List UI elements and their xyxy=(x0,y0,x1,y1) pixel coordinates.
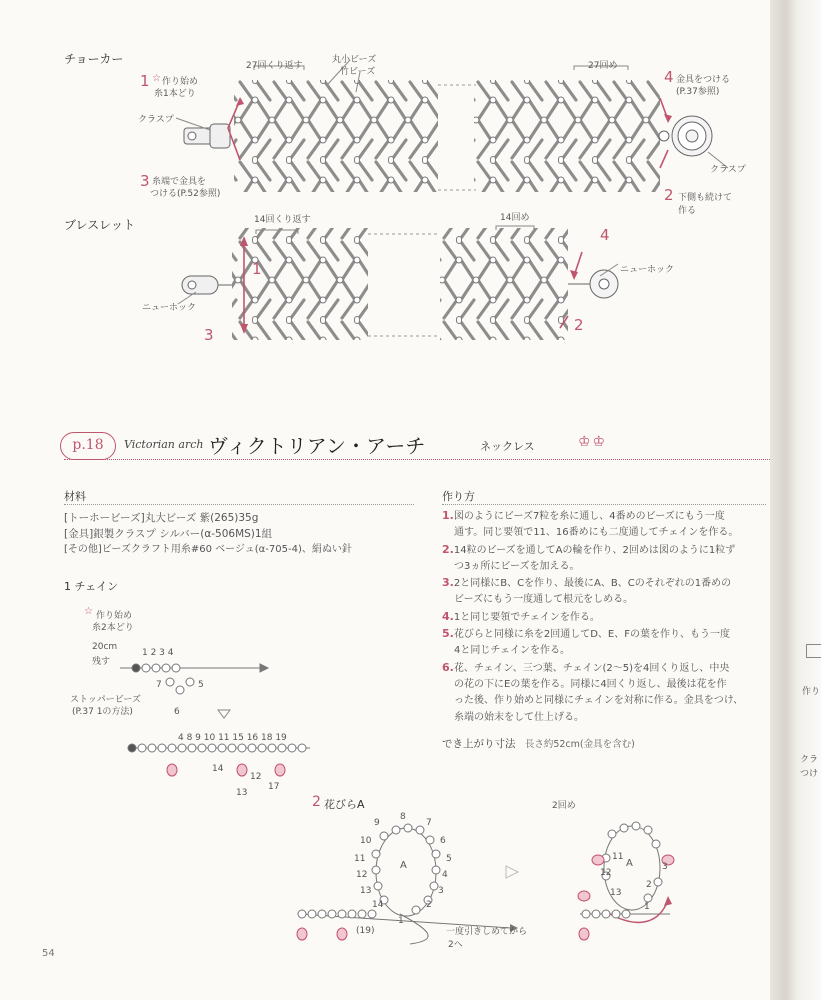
petal-num: 3 xyxy=(438,886,444,896)
petal-num: 9 xyxy=(374,818,380,828)
step-number: 1. xyxy=(442,509,454,522)
chain-leave-a: 20cm xyxy=(92,642,118,652)
choker-step4-text-a: 金具をつける xyxy=(676,75,731,85)
chain-n14: 14 xyxy=(212,764,224,774)
step-text: 4と同じチェインを作る。 xyxy=(454,645,571,657)
petal-num: 13 xyxy=(360,886,372,896)
choker-step4-num: 4 xyxy=(664,68,674,86)
materials-line: [金具]銀製クラスプ シルバー(α-506MS)1組 xyxy=(64,528,273,540)
petal-pull-a: 一度引きしめてから xyxy=(446,927,528,937)
petal-num: 2 xyxy=(426,900,432,910)
title-ja: ヴィクトリアン・アーチ xyxy=(208,434,426,458)
petal-r3: 3 xyxy=(662,862,668,872)
choker-bead-bugle-label: 竹ビーズ xyxy=(340,67,376,77)
edge-text-a: 作り xyxy=(802,687,821,697)
choker-clasp-left-icon xyxy=(184,124,230,148)
materials-line: [その他]ビーズクラフト用糸#60 ベージュ(α-705-4)、絹ぬい針 xyxy=(64,544,352,555)
petal-r2: 2 xyxy=(646,880,652,890)
petal-r13: 13 xyxy=(610,888,622,898)
choker-step3-num: 3 xyxy=(140,172,150,190)
header-divider xyxy=(64,459,770,460)
petal-num: 14 xyxy=(372,900,384,910)
choker-step2-text-a: 下側も続けて xyxy=(678,193,733,203)
choker-title: チョーカー xyxy=(64,52,124,66)
petal-num: 1 xyxy=(398,916,404,926)
materials-divider xyxy=(64,504,414,505)
petal-num: 11 xyxy=(354,854,366,864)
bracelet-label-2: 2 xyxy=(574,316,584,334)
bracelet-label-3: 3 xyxy=(204,326,214,344)
choker-step1-text-b: 糸1本どり xyxy=(154,89,196,99)
page-spine xyxy=(770,0,821,1000)
step-text: つ3ヵ所にビーズを加える。 xyxy=(454,560,580,572)
chain-stopper-b: (P.37 1の方法) xyxy=(72,707,133,717)
choker-step2-num: 2 xyxy=(664,186,674,204)
choker-step4-text-b: (P.37参照) xyxy=(676,87,720,97)
bracelet-hook-right-label: ニューホック xyxy=(620,265,675,275)
step-text: 14粒のビーズを通してAの輪を作り、2回めは図のように1粒ず xyxy=(453,544,736,556)
instructions-heading: 作り方 xyxy=(442,490,475,503)
choker-clasp-left-label: クラスプ xyxy=(138,115,174,125)
choker-step1-text-a: 作り始め xyxy=(162,77,199,87)
petal-second-label: 2回め xyxy=(552,801,576,811)
chain-n7: 7 xyxy=(156,680,162,690)
bracelet-lattice-right xyxy=(440,228,568,340)
bracelet-label-1: 1 xyxy=(252,260,262,278)
petal-diagram xyxy=(280,810,680,960)
petal-r1: 1 xyxy=(644,902,650,912)
step-number: 2. xyxy=(442,542,454,556)
step-text: 1と同じ要領でチェインを作る。 xyxy=(453,611,600,623)
star-icon: ☆ xyxy=(152,73,161,84)
choker-clasp-right-label: クラスプ xyxy=(710,165,746,175)
bracelet-lattice-left xyxy=(232,228,368,340)
step-text: 通す。同じ要領で11、16番めにも二度通してチェインを作る。 xyxy=(454,527,739,539)
step-text: 花、チェイン、三つ葉、チェイン(2～5)を4回くり返し、中央 xyxy=(453,662,730,674)
materials-heading: 材料 xyxy=(64,490,86,503)
petal-n19: (19) xyxy=(356,926,375,936)
step-number: 4. xyxy=(442,609,454,623)
bracelet-hook-left-label: ニューホック xyxy=(142,303,197,313)
choker-step1-num: 1 xyxy=(140,72,150,90)
edge-clasp-icon xyxy=(806,644,821,658)
step-text: 2と同様にB、Cを作り、最後にA、B、Cのそれぞれの1番めの xyxy=(453,578,732,590)
petal-num: 6 xyxy=(440,836,446,846)
finish-size xyxy=(442,736,635,751)
edge-text-b: クラ xyxy=(800,755,819,765)
choker-clasp-right-icon xyxy=(659,116,712,156)
petal-pull-b: 2へ xyxy=(448,940,463,950)
choker-bead-round-label: 丸小ビーズ xyxy=(332,55,377,65)
petal-num: 5 xyxy=(446,854,452,864)
chain-stopper-a: ストッパービーズ xyxy=(70,695,141,705)
step-number: 3. xyxy=(442,576,454,590)
page-ref-badge xyxy=(60,432,116,460)
bracelet-label-4: 4 xyxy=(600,226,610,244)
chain-nums-top-2: 4 8 9 10 11 15 16 18 19 xyxy=(178,733,287,743)
chain-n12: 12 xyxy=(250,772,262,782)
petal-num: 4 xyxy=(442,870,448,880)
choker-diagram xyxy=(0,0,770,360)
step-number: 5. xyxy=(442,627,454,641)
step-text: 花びらと同様に糸を2回通してD、E、Fの葉を作り、もう一度 xyxy=(453,629,730,641)
choker-step3-text-a: 糸端で金具を xyxy=(152,177,207,187)
petal-heading-num: 2 xyxy=(312,794,321,810)
choker-repeat-label: 27回くり返す xyxy=(246,61,303,71)
instructions-divider xyxy=(442,504,766,505)
petal-num: 10 xyxy=(360,836,372,846)
step-text: った後、作り始めと同様にチェインを対称に作る。金具をつけ、 xyxy=(454,695,744,707)
step-text: 図のようにビーズ7粒を糸に通し、4番めのビーズにもう一度 xyxy=(453,511,725,522)
finish-value: 長さ約52cm(金具を含む) xyxy=(524,739,635,750)
chain-n17: 17 xyxy=(268,782,280,792)
subtitle: ネックレス xyxy=(480,440,535,453)
page-number: 54 xyxy=(42,948,55,959)
chain-diagram xyxy=(60,630,360,810)
petal-r12: 12 xyxy=(600,868,612,878)
crown-icon: ♔♔ xyxy=(578,434,608,450)
choker-lattice-right xyxy=(474,80,660,192)
instruction-step xyxy=(442,508,743,726)
title-en: Victorian arch xyxy=(124,438,204,451)
chain-n5: 5 xyxy=(198,680,204,690)
chain-start-a: 作り始め xyxy=(96,611,133,621)
bracelet-hook-left-icon xyxy=(182,276,232,294)
choker-lattice-left xyxy=(234,80,438,192)
step-text: の花の下にEの葉を作る。同様に4回くり返し、最後は花を作 xyxy=(454,678,727,690)
chain-n6: 6 xyxy=(174,707,180,717)
page-ref: p.18 xyxy=(72,437,104,453)
petal-letter-a: A xyxy=(400,860,407,871)
petal-heading: 花びらA xyxy=(324,798,365,811)
chain-heading: 1 チェイン xyxy=(64,580,119,593)
petal-r11: 11 xyxy=(612,852,624,862)
star-icon: ☆ xyxy=(84,606,93,617)
bracelet-repeat-label: 14回くり返す xyxy=(254,215,311,225)
petal-num: 7 xyxy=(426,818,432,828)
petal-letter-a2: A xyxy=(626,858,633,869)
bracelet-count-label: 14回め xyxy=(500,213,530,223)
chain-leave-b: 残す xyxy=(92,657,111,667)
petal-num: 12 xyxy=(356,870,368,880)
step-text: ビーズにもう一度通して根元をしめる。 xyxy=(454,594,634,606)
bracelet-title: ブレスレット xyxy=(64,218,136,232)
materials-line: [トーホービーズ]丸大ビーズ 紫(265)35g xyxy=(64,512,259,524)
petal-num: 8 xyxy=(400,812,406,822)
step-number: 6. xyxy=(442,660,454,674)
finish-label: でき上がり寸法 xyxy=(442,738,516,750)
chain-start-b: 糸2本どり xyxy=(92,623,134,633)
choker-step2-text-b: 作る xyxy=(678,206,697,216)
choker-count-label: 27回め xyxy=(588,61,618,71)
choker-step3-text-b: つける(P.52参照) xyxy=(150,189,221,199)
step-text: 糸端の始末をして仕上げる。 xyxy=(454,711,584,723)
chain-n13: 13 xyxy=(236,788,248,798)
chain-nums-top-1: 1 2 3 4 xyxy=(142,648,174,658)
edge-text-c: つけ xyxy=(800,769,819,779)
